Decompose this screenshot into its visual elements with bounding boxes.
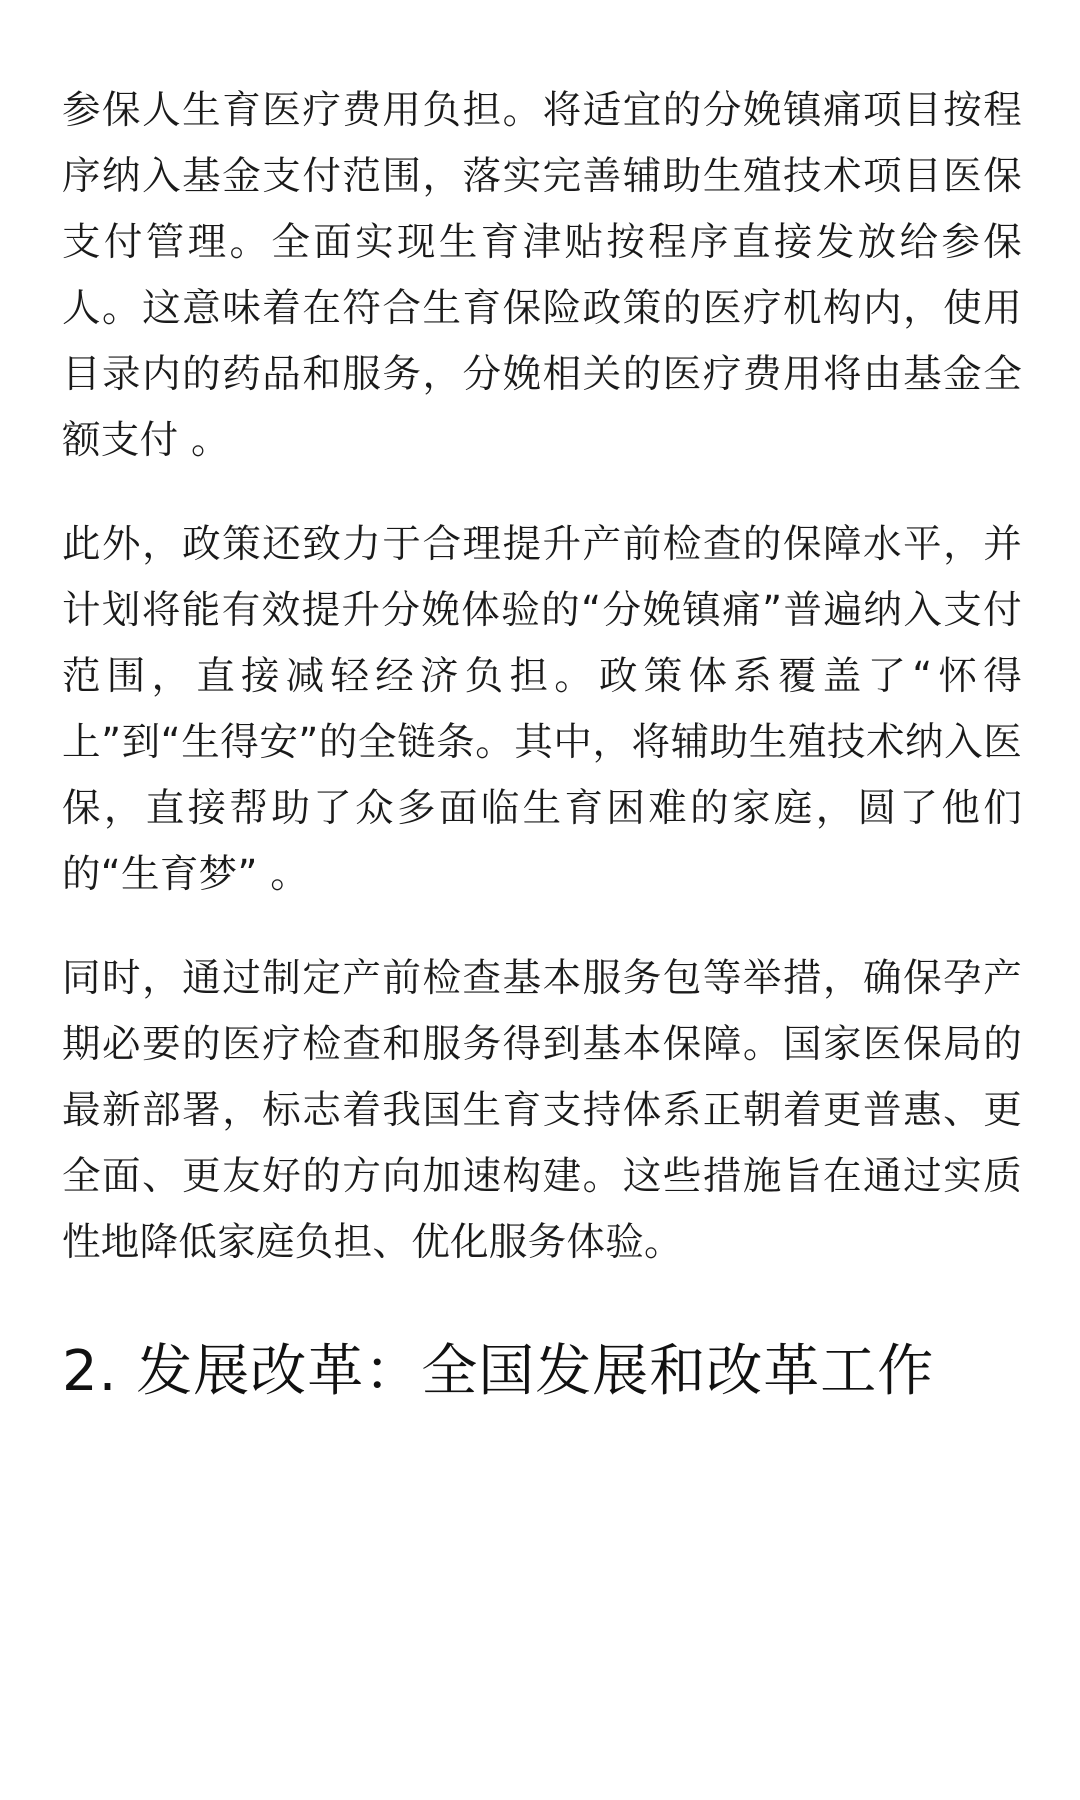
article-body	[62, 78, 1022, 1412]
paragraph-maternity-costs: 参保人生育医疗费用负担。将适宜的分娩镇痛项目按程序纳入基金支付范围，落实完善辅助生殖技术项目医保支付管理。全面实现生育津贴按程序直接发放给参保人。这意味着在符合生育保险政策的医疗机构内，使用目录内的药品和服务，分娩相关的医疗费用将由基金全额支付 。	[62, 88, 1022, 463]
section-heading: 2. 发展改革：全国发展和改革工作	[62, 1339, 935, 1404]
paragraph-prenatal-coverage: 此外，政策还致力于合理提升产前检查的保障水平，并计划将能有效提升分娩体验的“分娩镇痛”普遍纳入支付范围，直接减轻经济负担。政策体系覆盖了“怀得上”到“生得安”的全链条。其中，将辅助生殖技术纳入医保，直接帮助了众多面临生育困难的家庭，圆了他们的“生育梦” 。	[62, 522, 1022, 897]
paragraph-basic-services: 同时，通过制定产前检查基本服务包等举措，确保孕产期必要的医疗检查和服务得到基本保障。国家医保局的最新部署，标志着我国生育支持体系正朝着更普惠、更全面、更友好的方向加速构建。这些措施旨在通过实质性地降低家庭负担、优化服务体验。	[62, 956, 1022, 1265]
